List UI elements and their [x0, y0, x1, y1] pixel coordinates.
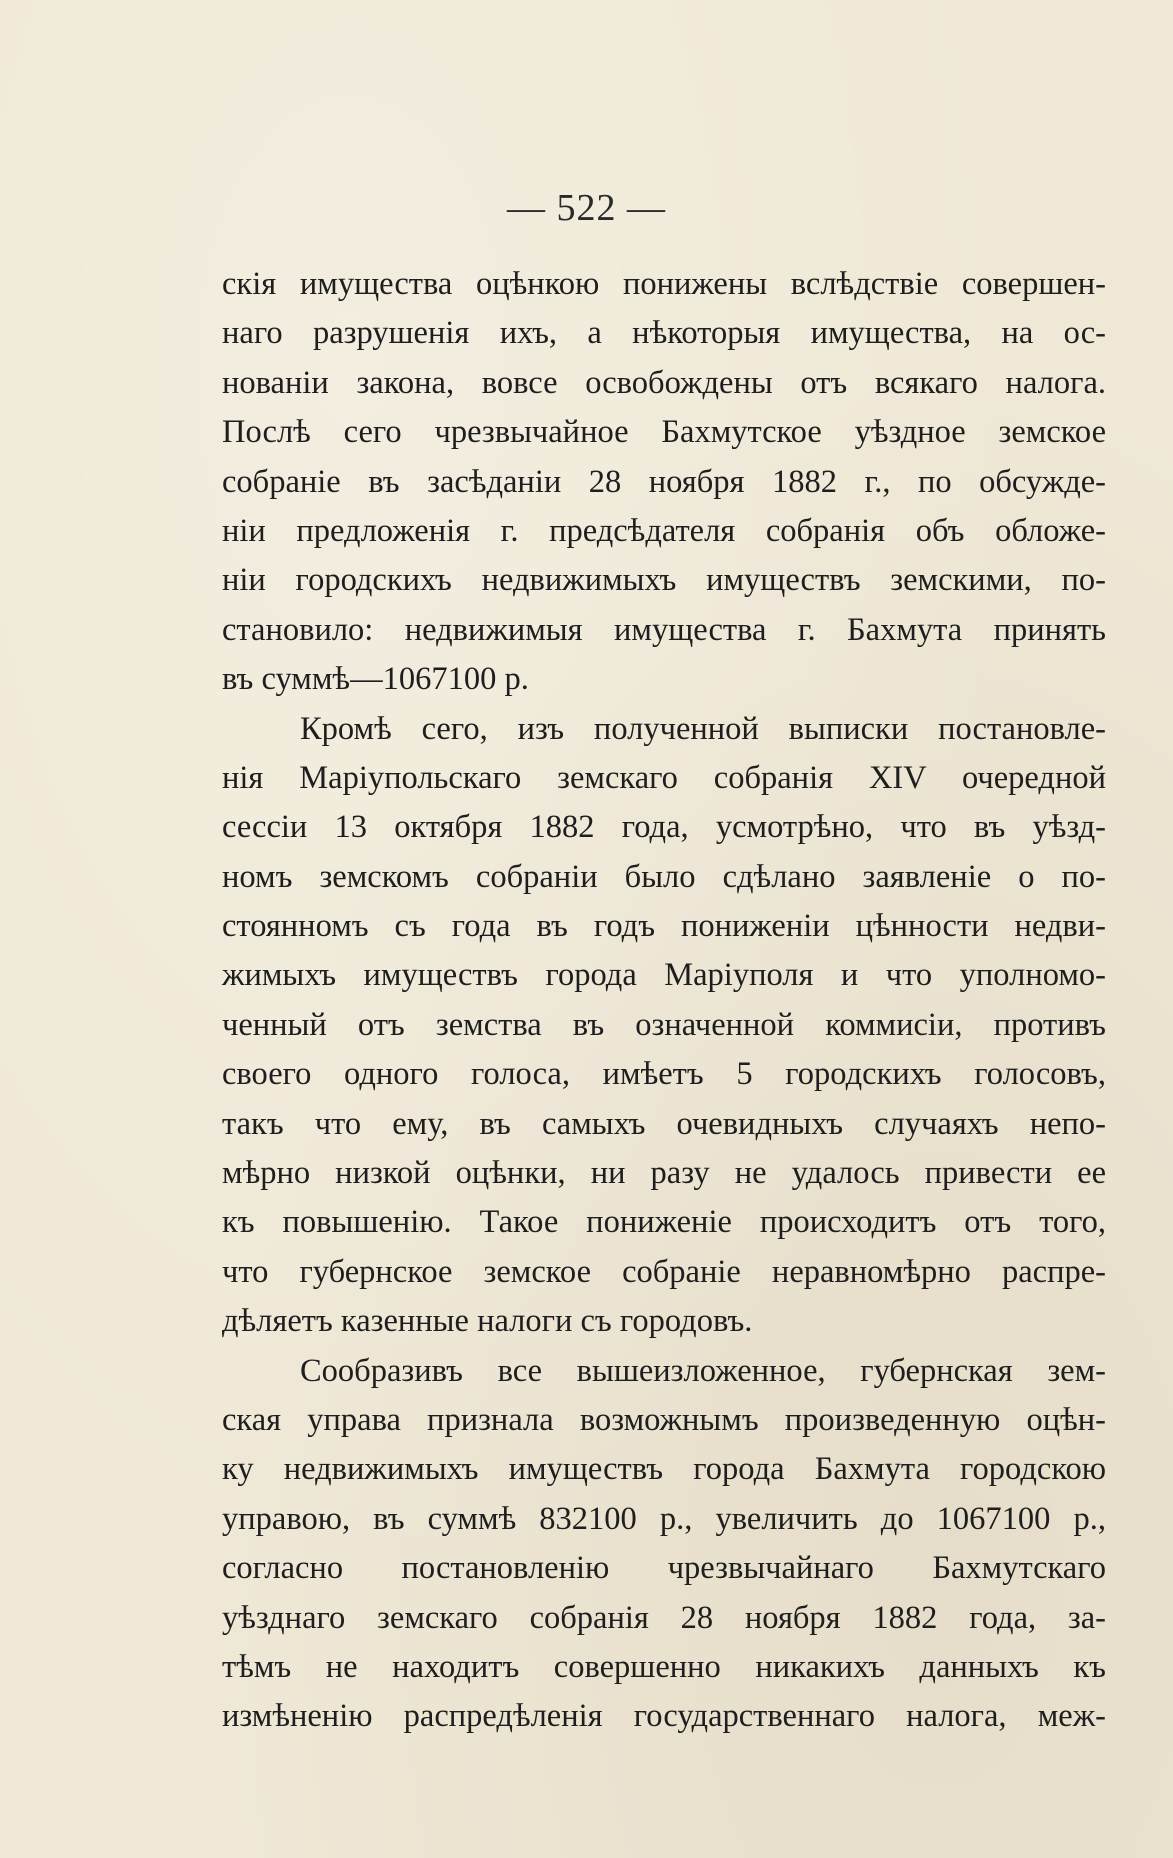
text-line: ніи предложенія г. предсѣдателя собранія объ обложе-	[222, 512, 1106, 549]
paragraph-1	[222, 260, 1106, 705]
paragraph-2	[222, 705, 1106, 1347]
text-line: собраніе въ засѣданіи 28 ноября 1882 г., по обсужде-	[222, 463, 1106, 500]
text-line: Сообразивъ все вышеизложенное, губернская зем-	[300, 1352, 1106, 1389]
text-line: тѣмъ не находитъ совершенно никакихъ данныхъ къ	[222, 1648, 1106, 1685]
text-line: скія имущества оцѣнкою понижены вслѣдствіе совершен-	[222, 266, 1106, 302]
text-line: къ повышенію. Такое пониженіе происходитъ отъ того,	[222, 1204, 1106, 1241]
text-line: управою, въ суммѣ 832100 р., увеличить до 1067100 р.,	[222, 1500, 1106, 1537]
body-text	[222, 260, 1106, 1742]
text-line: стоянномъ съ года въ годъ пониженіи цѣнности недви-	[222, 908, 1106, 945]
text-line: мѣрно низкой оцѣнки, ни разу не удалось привести ее	[222, 1155, 1106, 1192]
text-line: номъ земскомъ собраніи было сдѣлано заявленіе о по-	[222, 858, 1106, 895]
text-line: ку недвижимыхъ имуществъ города Бахмута городскою	[222, 1451, 1106, 1488]
text-line: нованіи закона, вовсе освобождены отъ всякаго налога.	[222, 364, 1106, 401]
text-line: Послѣ сего чрезвычайное Бахмутское уѣздное земское	[222, 414, 1106, 451]
text-line: измѣненію распредѣленія государственнаго налога, меж-	[222, 1698, 1106, 1735]
text-line: согласно постановленію чрезвычайнаго Бахмутскаго	[222, 1550, 1106, 1587]
text-line: нія Маріупольскаго земскаго собранія XIV очередной	[222, 759, 1106, 796]
text-line: жимыхъ имуществъ города Маріуполя и что уполномо-	[222, 957, 1106, 994]
text-line: Кромѣ сего, изъ полученной выписки постановле-	[300, 710, 1106, 747]
text-line: что губернское земское собраніе неравномѣрно распре-	[222, 1253, 1106, 1290]
text-line: такъ что ему, въ самыхъ очевидныхъ случаяхъ непо-	[222, 1105, 1106, 1142]
text-line: уѣзднаго земскаго собранія 28 ноября 1882 года, за-	[222, 1599, 1106, 1636]
paragraph-3	[222, 1347, 1106, 1742]
text-line: дѣляетъ казенные налоги съ городовъ.	[222, 1303, 753, 1340]
text-line: ніи городскихъ недвижимыхъ имуществъ земскими, по-	[222, 562, 1106, 599]
text-line: становило: недвижимыя имущества г. Бахмута принять	[222, 611, 1106, 648]
text-line: сессіи 13 октября 1882 года, усмотрѣно, что въ уѣзд-	[222, 809, 1106, 846]
text-line: ская управа признала возможнымъ произведенную оцѣн-	[222, 1401, 1106, 1438]
page-number: — 522 —	[507, 187, 666, 229]
text-line: своего одного голоса, имѣетъ 5 городскихъ голосовъ,	[222, 1056, 1106, 1093]
text-line: ченный отъ земства въ означенной коммисіи, противъ	[222, 1006, 1106, 1043]
text-line: въ суммѣ—1067100 р.	[222, 661, 529, 698]
text-line: наго разрушенія ихъ, а нѣкоторыя имущества, на ос-	[222, 315, 1106, 352]
